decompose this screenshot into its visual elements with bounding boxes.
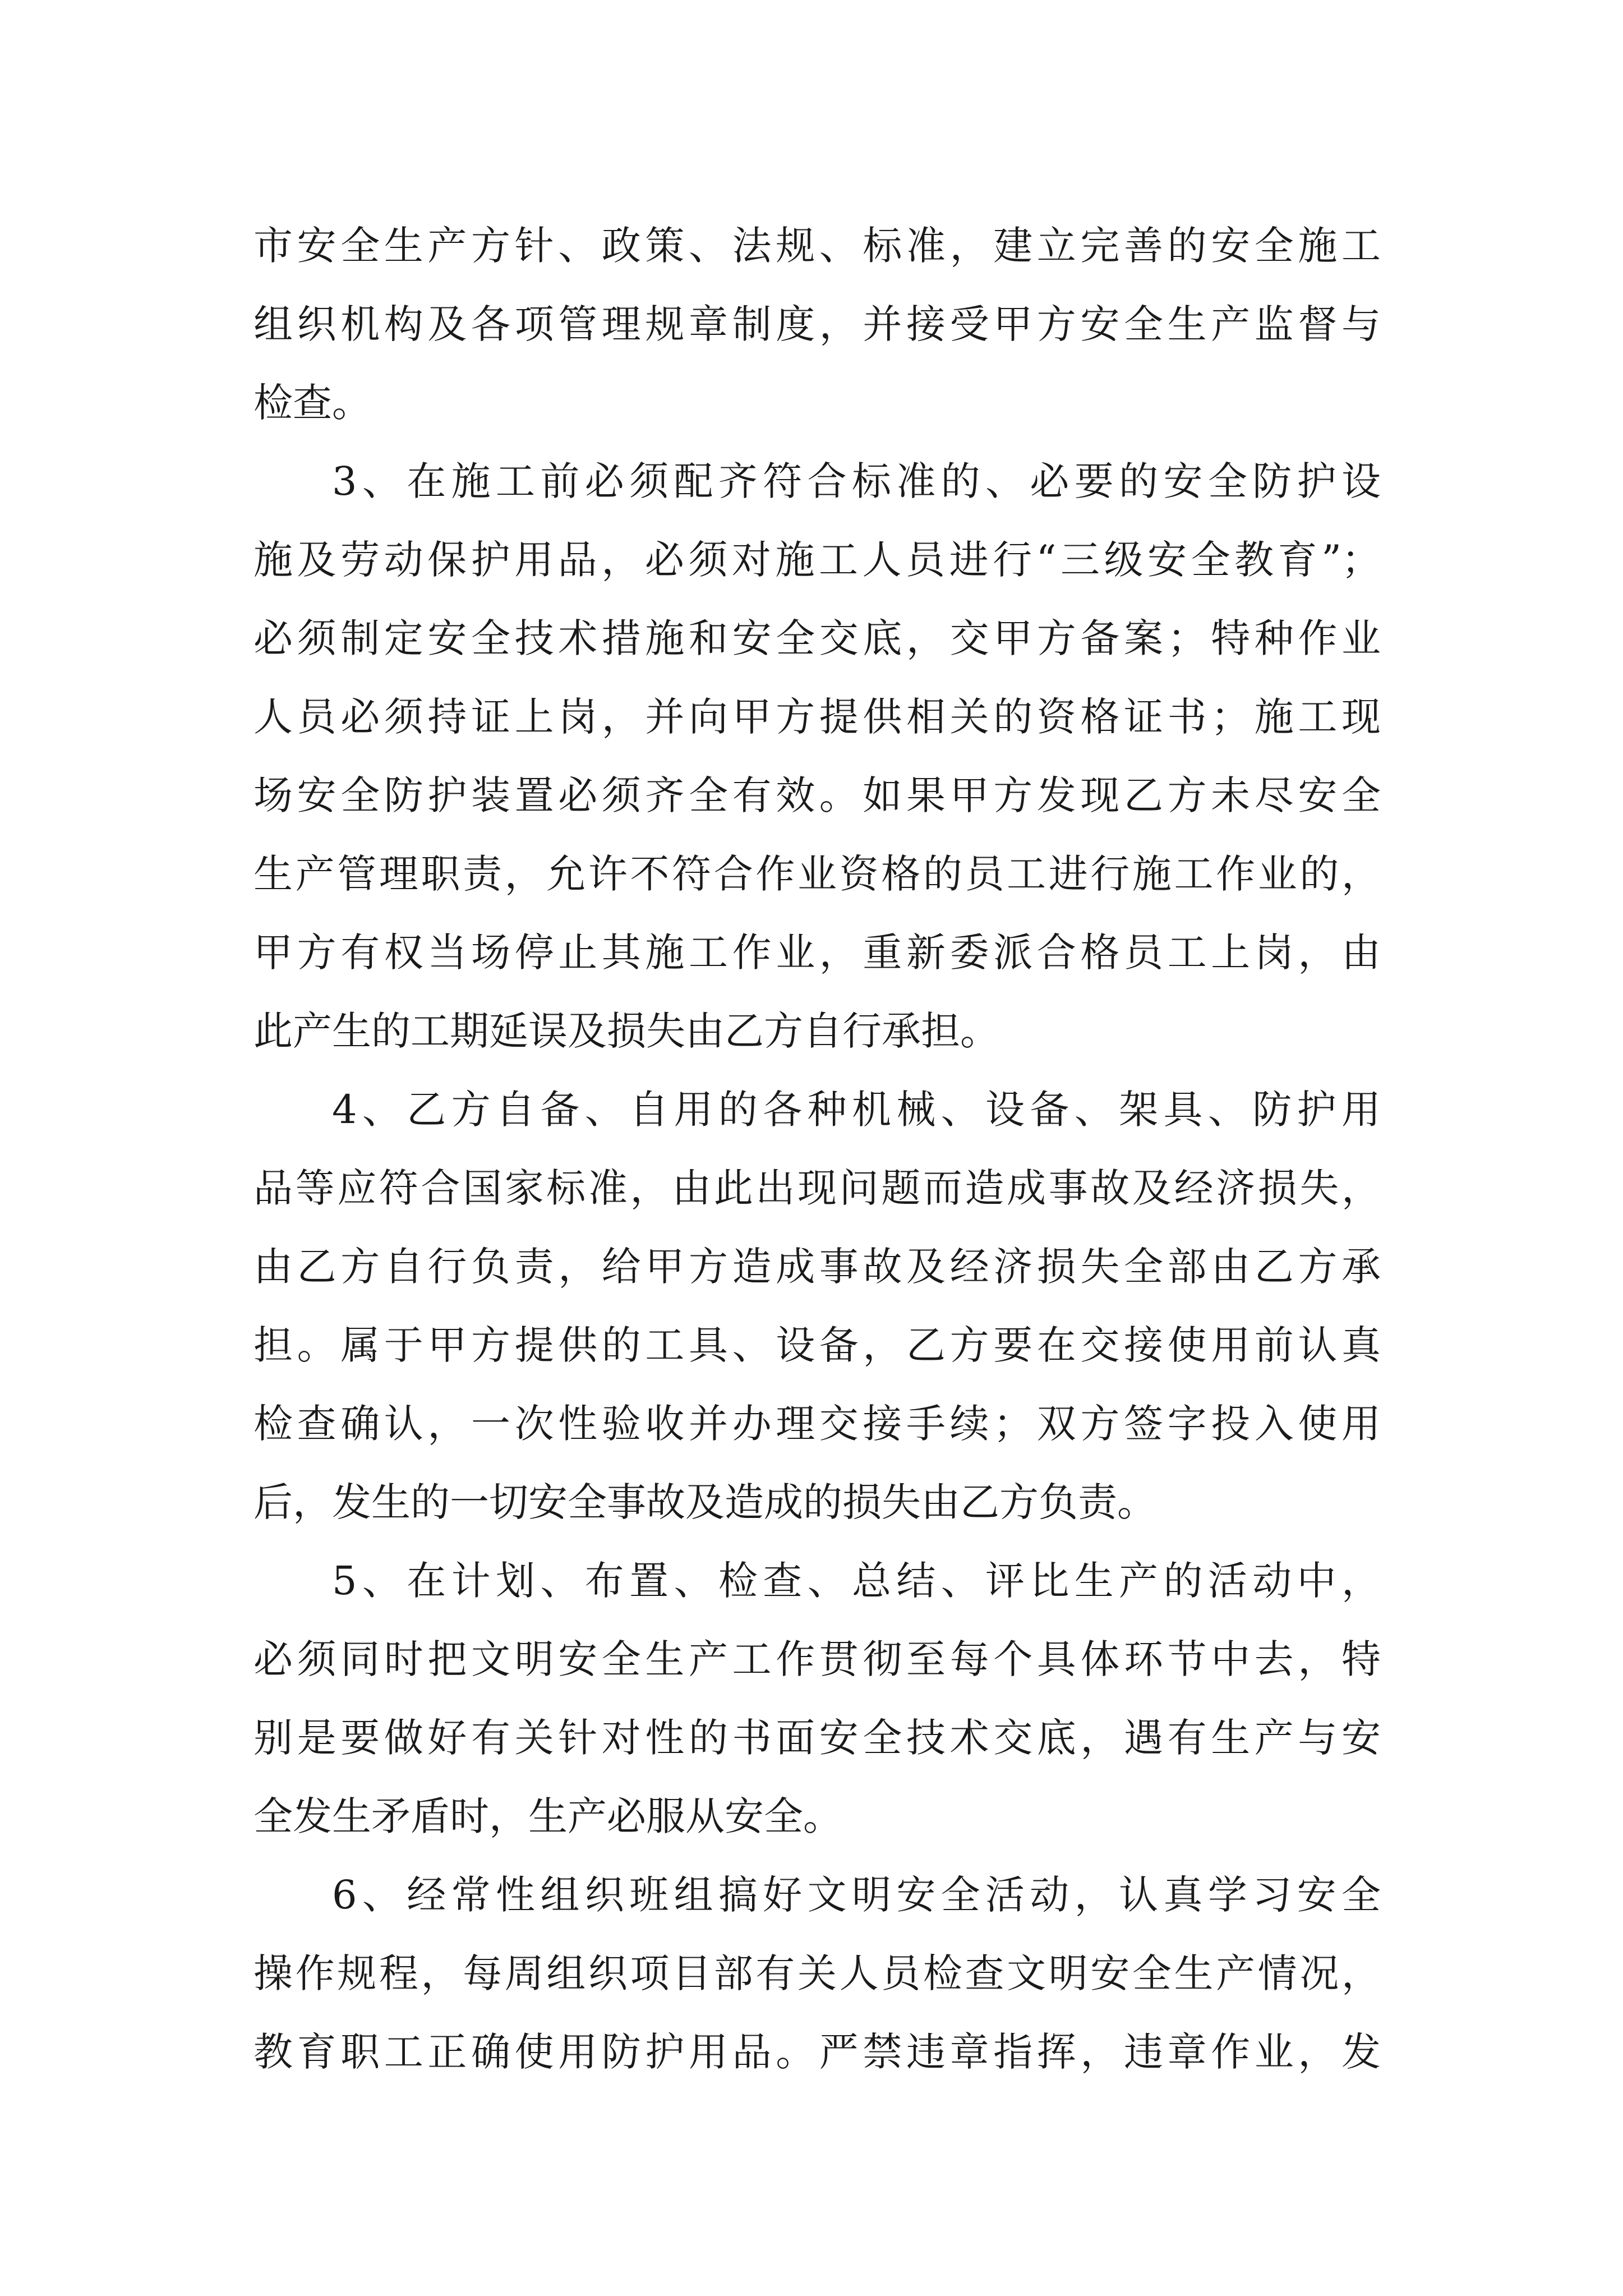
text-line: 担。属于甲方提供的工具、设备，乙方要在交接使用前认真 — [253, 1322, 1381, 1368]
text-line: 全发生矛盾时，生产必服从安全。 — [253, 1793, 842, 1839]
text-line: 生产管理职责，允许不符合作业资格的员工进行施工作业的， — [253, 851, 1381, 897]
paragraph-5-start: 5、在计划、布置、检查、总结、评比生产的活动中， — [332, 1558, 1381, 1604]
text-line: 甲方有权当场停止其施工作业，重新委派合格员工上岗，由 — [253, 930, 1381, 976]
text-line: 品等应符合国家标准，由此出现问题而造成事故及经济损失， — [253, 1165, 1381, 1211]
text-line: 操作规程，每周组织项目部有关人员检查文明安全生产情况， — [253, 1950, 1381, 1996]
text-line: 施及劳动保护用品，必须对施工人员进行“三级安全教育”； — [253, 537, 1381, 583]
text-line: 此产生的工期延误及损失由乙方自行承担。 — [253, 1008, 999, 1054]
text-line: 人员必须持证上岗，并向甲方提供相关的资格证书；施工现 — [253, 694, 1381, 740]
body-text — [253, 206, 1381, 2091]
text-line: 检查确认，一次性验收并办理交接手续；双方签字投入使用 — [253, 1401, 1381, 1447]
text-line: 后，发生的一切安全事故及造成的损失由乙方负责。 — [253, 1479, 1156, 1525]
text-line: 市安全生产方针、政策、法规、标准，建立完善的安全施工 — [253, 223, 1381, 269]
text-line: 组织机构及各项管理规章制度，并接受甲方安全生产监督与 — [253, 301, 1381, 347]
text-line: 由乙方自行负责，给甲方造成事故及经济损失全部由乙方承 — [253, 1244, 1381, 1290]
text-line: 别是要做好有关针对性的书面安全技术交底，遇有生产与安 — [253, 1715, 1381, 1761]
text-line: 必须制定安全技术措施和安全交底，交甲方备案；特种作业 — [253, 615, 1381, 661]
text-line: 必须同时把文明安全生产工作贯彻至每个具体环节中去，特 — [253, 1636, 1381, 1682]
paragraph-3-start: 3、在施工前必须配齐符合标准的、必要的安全防护设 — [332, 458, 1381, 504]
text-line: 教育职工正确使用防护用品。严禁违章指挥，违章作业，发 — [253, 2029, 1381, 2075]
text-line: 检查。 — [253, 380, 371, 426]
paragraph-4-start: 4、乙方自备、自用的各种机械、设备、架具、防护用 — [332, 1087, 1381, 1133]
paragraph-6-start: 6、经常性组织班组搞好文明安全活动，认真学习安全 — [332, 1872, 1381, 1918]
text-line: 场安全防护装置必须齐全有效。如果甲方发现乙方未尽安全 — [253, 772, 1381, 818]
